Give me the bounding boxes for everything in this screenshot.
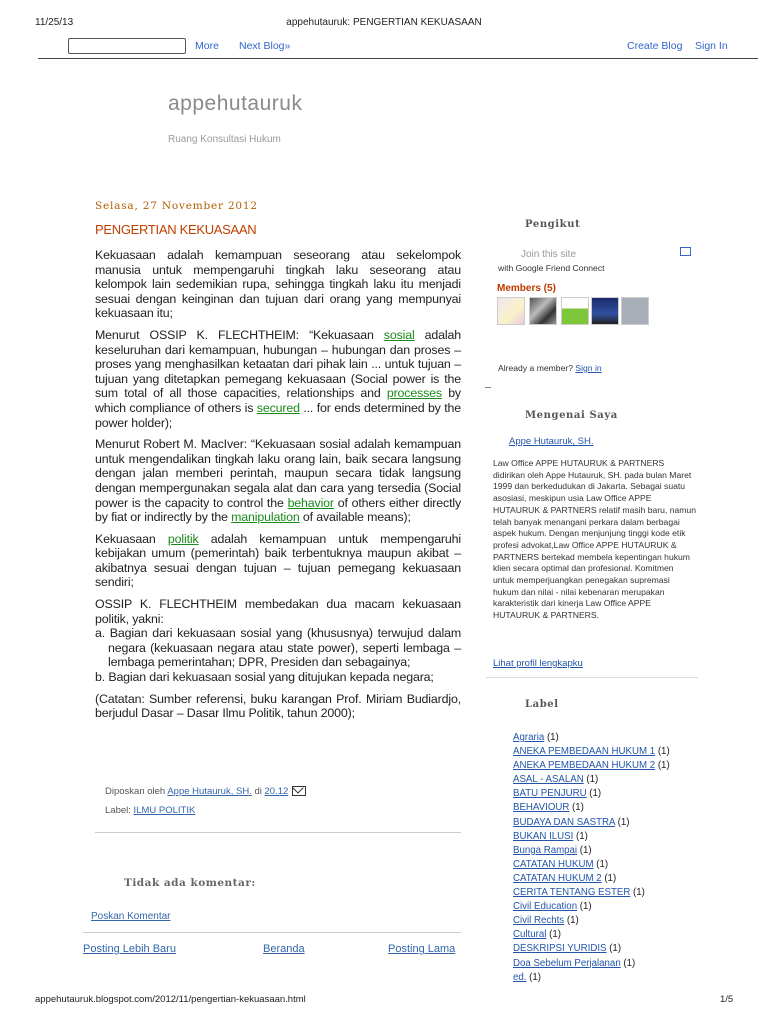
- already-member-text: Already a member? Sign in: [498, 363, 602, 373]
- label-link-ilmu-politik[interactable]: ILMU POLITIK: [133, 805, 196, 816]
- label-link[interactable]: BEHAVIOUR: [513, 802, 570, 814]
- label-link[interactable]: BUDAYA DAN SASTRA: [513, 816, 615, 828]
- label-item: [513, 872, 670, 886]
- label-count: (1): [549, 929, 561, 941]
- sidebar-dash: [485, 387, 491, 388]
- label-link[interactable]: ASAL - ASALAN: [513, 774, 584, 786]
- post-divider: [95, 832, 461, 833]
- label-count: (1): [586, 774, 599, 786]
- member-avatar-default[interactable]: [621, 297, 649, 325]
- label-item: [513, 773, 670, 787]
- label-count: (1): [529, 971, 542, 983]
- label-count: (1): [633, 887, 645, 899]
- create-blog-link[interactable]: Create Blog: [627, 40, 683, 52]
- label-item: [513, 830, 670, 844]
- label-item: [513, 787, 670, 801]
- label-item: [513, 816, 670, 830]
- about-heading: Mengenai Saya: [525, 410, 618, 421]
- blog-title[interactable]: appehutauruk: [168, 92, 303, 115]
- label-item: [513, 858, 670, 872]
- label-link[interactable]: DESKRIPSI YURIDIS: [513, 943, 607, 955]
- next-blog-link[interactable]: Next Blog»: [239, 40, 291, 52]
- link-politik[interactable]: politik: [167, 531, 199, 546]
- print-page-number: 1/5: [720, 994, 734, 1005]
- sidebar-divider: [486, 677, 698, 678]
- label-link[interactable]: Cultural: [513, 929, 547, 941]
- label-item: [513, 759, 670, 773]
- link-processes[interactable]: processes: [386, 386, 442, 401]
- post-comment-link[interactable]: Poskan Komentar: [91, 911, 171, 922]
- paragraph: Kekuasaan adalah kemampuan seseorang atau sekelompok manusia untuk mempengaruhi tingkah laku seseorang atau kelompok lain sedemikian rupa, sehingga tingkah laku itu menjadi sesuai dengan keinginan dan tujuan dari orang yang mempunyai kekuasaan itu;: [95, 248, 461, 321]
- link-manipulation[interactable]: manipulation: [231, 510, 300, 525]
- link-secured[interactable]: secured: [256, 400, 300, 415]
- label-link[interactable]: Civil Education: [513, 901, 578, 913]
- label-item: [513, 731, 670, 745]
- label-list: [513, 731, 670, 985]
- label-item: [513, 900, 670, 914]
- print-date: 11/25/13: [35, 17, 74, 28]
- label-count: (1): [617, 816, 630, 828]
- label-item: [513, 971, 670, 985]
- post-body: [95, 248, 461, 728]
- members-count: Members (5): [497, 283, 556, 294]
- comments-divider: [83, 932, 461, 933]
- list-item: a. Bagian dari kekuasaan sosial yang (khususnya) terwujud dalam negara (kekuasaan negara atau state power), seperti lembaga – lembaga pemerintahan; DPR, Presiden dan sebagainya;: [95, 626, 461, 670]
- popout-icon[interactable]: [680, 247, 691, 256]
- paragraph: Kekuasaan politik adalah kemampuan untuk mempengaruhi kebijakan umum (pemerintah) baik terbentuknya maupun akibat – akibatnya sesuai dengan tujuan – tujuan pemegang kekuasaan sendiri;: [95, 531, 461, 590]
- label-count: (1): [579, 844, 592, 856]
- label-link[interactable]: Civil Rechts: [513, 915, 565, 927]
- blog-description: Ruang Konsultasi Hukum: [168, 134, 281, 145]
- label-item: [513, 928, 670, 942]
- print-url: appehutauruk.blogspot.com/2012/11/pengertian-kekuasaan.html: [35, 994, 306, 1005]
- member-avatar[interactable]: [529, 297, 557, 325]
- label-count: (1): [566, 915, 579, 927]
- label-item: [513, 957, 670, 971]
- label-count: (1): [589, 788, 602, 800]
- label-count: (1): [609, 943, 622, 955]
- label-count: (1): [657, 760, 670, 772]
- paragraph: Menurut Robert M. MacIver: “Kekuasaan sosial adalah kemampuan untuk mengendalikan tingkah laku orang lain, baik secara langsung dengan jalan memberi perintah, maupun secara tidak langsung dengan mempergunakan segala alat dan cara yang tersedia (Social power is the capacity to control the behavior of others either directly by fiat or indirectly by the manipulation of available means);: [95, 437, 462, 525]
- more-link[interactable]: More: [195, 40, 219, 52]
- friend-connect-text: with Google Friend Connect: [498, 263, 605, 273]
- post-date: Selasa, 27 November 2012: [95, 200, 258, 212]
- print-title: appehutauruk: PENGERTIAN KEKUASAAN: [286, 17, 482, 28]
- followers-heading: Pengikut: [525, 219, 581, 230]
- post-byline: Diposkan oleh Appe Hutauruk, SH. di 20.12: [105, 786, 306, 797]
- label-item: [513, 844, 670, 858]
- label-link[interactable]: BATU PENJURU: [513, 788, 587, 800]
- label-link[interactable]: Agraria: [513, 732, 545, 743]
- paragraph: (Catatan: Sumber referensi, buku karangan Prof. Miriam Budiardjo, berjudul Dasar – Dasar Ilmu Politik, tahun 2000);: [95, 691, 461, 721]
- post-time-link[interactable]: 20.12: [264, 786, 289, 797]
- label-count: (1): [579, 901, 592, 913]
- blogger-navbar: [68, 37, 758, 57]
- home-link[interactable]: Beranda: [263, 943, 305, 955]
- label-link[interactable]: Doa Sebelum Perjalanan: [513, 957, 621, 969]
- label-link[interactable]: ANEKA PEMBEDAAN HUKUM 1: [513, 746, 656, 758]
- label-count: (1): [604, 872, 617, 884]
- post-labels: Label: ILMU POLITIK: [105, 805, 196, 816]
- label-item: [513, 801, 670, 815]
- link-behavior[interactable]: behavior: [287, 495, 334, 510]
- older-post-link[interactable]: Posting Lama: [388, 943, 456, 955]
- label-count: (1): [657, 746, 670, 758]
- profile-name-link[interactable]: Appe Hutauruk, SH.: [509, 436, 594, 447]
- full-profile-link[interactable]: Lihat profil lengkapku: [493, 658, 583, 669]
- label-link[interactable]: CERITA TENTANG ESTER: [513, 887, 631, 899]
- label-link[interactable]: CATATAN HUKUM 2: [513, 872, 602, 884]
- label-link[interactable]: ANEKA PEMBEDAAN HUKUM 2: [513, 760, 656, 772]
- search-input[interactable]: [68, 38, 186, 54]
- label-link[interactable]: CATATAN HUKUM: [513, 858, 594, 870]
- about-text: Law Office APPE HUTAURUK & PARTNERS didirikan oleh Appe Hutauruk, SH. pada bulan Maret 1999 dan berkedudukan di Jakarta. Sebagai suatu asosiasi, meskipun usia Law Office APPE HUTAURUK & PARTNERS relatif masih baru, namun telah banyak menangani perkara dalam berbagai aspek hukum. Dengan menjunjung tinggi kode etik profesi advokat,Law Office APPE HUTAURUK & PARTNERS bertekad membela kepentingan hukum klien secara optimal dan profesional. Komitmen untuk memperjuangkan penegakan supremasi hukum dan nilai - nilai kebenaran merupakan karakteristik dari kinerja Law Office APPE HUTAURUK & PARTNERS.: [493, 458, 696, 621]
- newer-post-link[interactable]: Posting Lebih Baru: [83, 943, 176, 955]
- label-link[interactable]: BUKAN ILUSI: [513, 830, 574, 842]
- label-count: (1): [576, 830, 588, 842]
- label-item: [513, 745, 670, 759]
- label-item: [513, 914, 670, 928]
- post-title: PENGERTIAN KEKUASAAN: [95, 222, 257, 237]
- navbar-divider: [38, 58, 758, 59]
- paragraph: Menurut OSSIP K. FLECHTHEIM: “Kekuasaan sosial adalah keseluruhan dari kemampuan, hubungan – hubungan dan proses – proses yang menghasilkan ketaatan dari pihak lain ... untuk tujuan – tujuan yang ditetapkan pemegang kekuasaan (Social power is the sum total of all those capacities, relationships and processes by which compliance of others is secured ... for ends determined by the power holder);: [95, 327, 461, 430]
- label-count: (1): [623, 957, 636, 969]
- label-count: (1): [596, 858, 609, 870]
- author-link[interactable]: Appe Hutauruk, SH.: [167, 786, 252, 797]
- labels-heading: Label: [525, 699, 559, 710]
- label-item: [513, 886, 670, 900]
- sign-in-link[interactable]: Sign In: [695, 40, 728, 52]
- paragraph: OSSIP K. FLECHTHEIM membedakan dua macam kekuasaan politik, yakni:: [95, 597, 461, 626]
- email-post-icon[interactable]: [292, 786, 306, 796]
- comments-heading: Tidak ada komentar:: [124, 877, 256, 889]
- member-avatar[interactable]: [497, 297, 525, 325]
- label-link[interactable]: Bunga Rampai: [513, 844, 578, 856]
- label-count: (1): [572, 802, 584, 814]
- sidebar-sign-in-link[interactable]: Sign in: [575, 363, 602, 373]
- list-item: b. Bagian dari kekuasaan sosial yang ditujukan kepada negara;: [95, 670, 434, 685]
- link-sosial[interactable]: sosial: [383, 327, 415, 342]
- label-link[interactable]: ed.: [513, 971, 527, 983]
- join-site-link[interactable]: Join this site: [521, 249, 577, 260]
- label-item: [513, 942, 670, 956]
- member-avatar[interactable]: [591, 297, 619, 325]
- label-count: (1): [546, 732, 559, 743]
- member-avatar[interactable]: [561, 297, 589, 325]
